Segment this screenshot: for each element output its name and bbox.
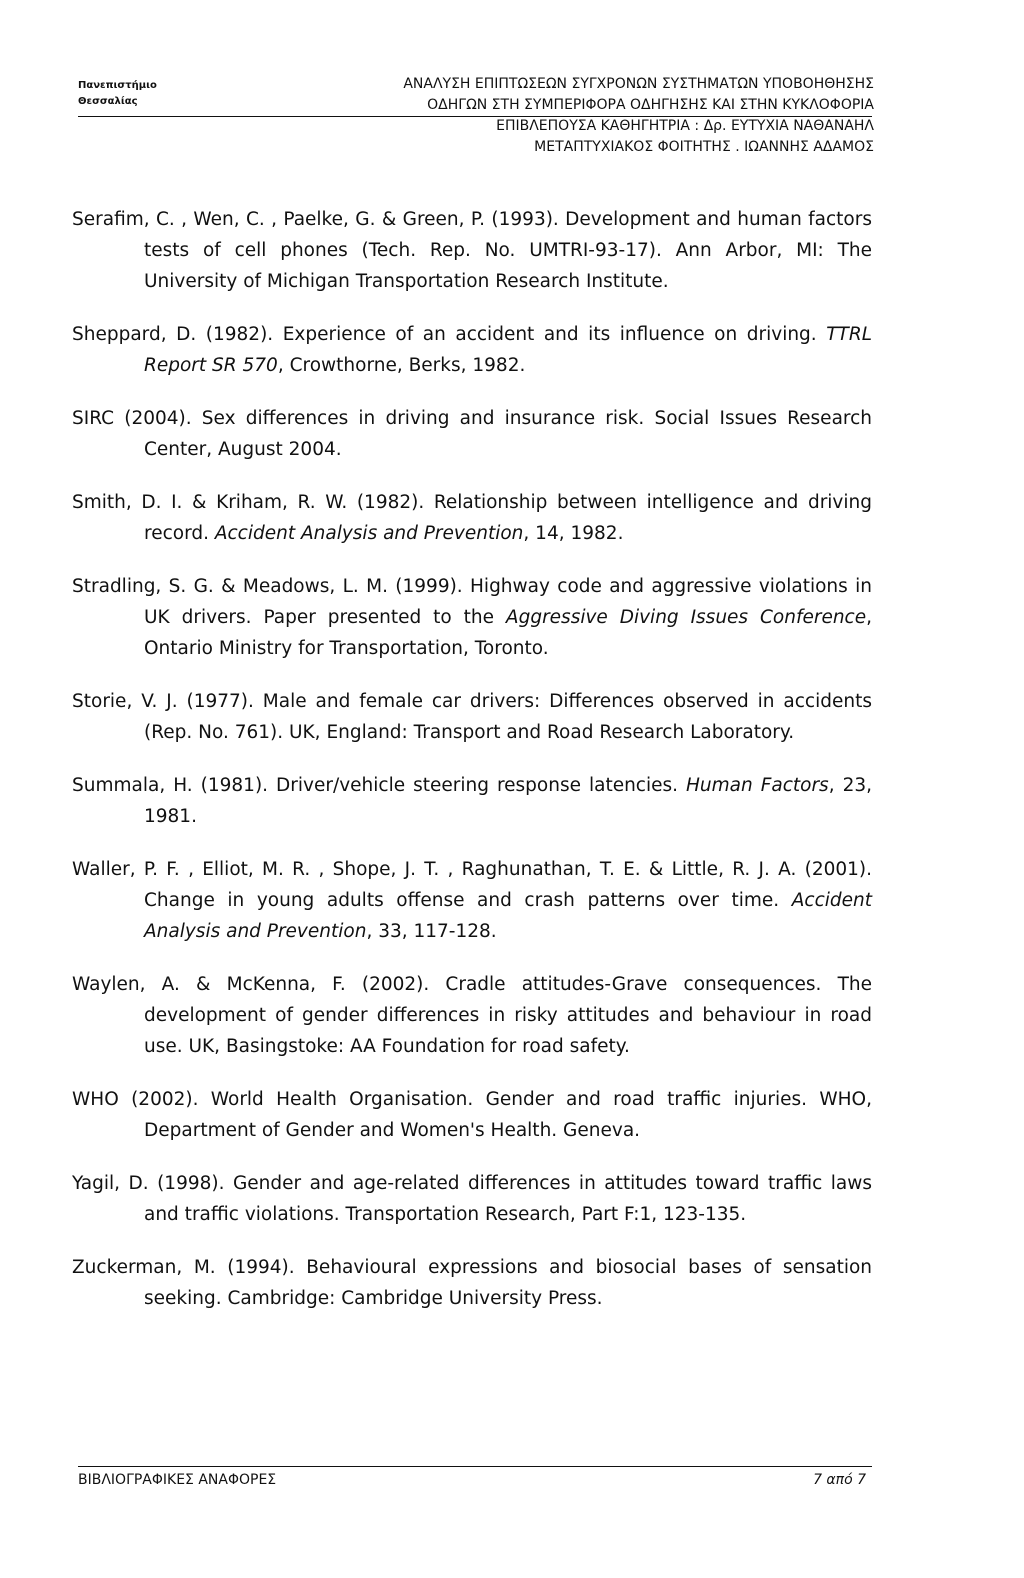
reference-entry: Storie, V. J. (1977). Male and female car drivers: Differences observed in accidents (Rep. No. 761). UK, England: Transport and Road Research Laboratory. [72,691,872,743]
reference-entry: Smith, D. I. & Kriham, R. W. (1982). Relationship between intelligence and driving record. Accident Analysis and Prevention, 14, 1982. [72,492,872,544]
page-number: 7 από 7 [813,1472,866,1488]
header-divider [78,116,872,117]
footer-section-title: ΒΙΒΛΙΟΓΡΑΦΙΚΕΣ ΑΝΑΦΟΡΕΣ [78,1472,277,1488]
reference-entry: Sheppard, D. (1982). Experience of an accident and its influence on driving. TTRL Report SR 570, Crowthorne, Berks, 1982. [72,324,872,376]
thesis-title-line2: ΟΔΗΓΩΝ ΣΤΗ ΣΥΜΠΕΡΙΦΟΡΑ ΟΔΗΓΗΣΗΣ ΚΑΙ ΣΤΗΝ ΚΥΚΛΟΦΟΡΙΑ [427,97,874,113]
university-name [78,78,157,110]
reference-entry: Waller, P. F. , Elliot, M. R. , Shope, J. T. , Raghunathan, T. E. & Little, R. J. A. (2001). Change in young adults offense and crash patterns over time. Accident Analysis and Prevention, 33, 117-128. [72,859,872,942]
reference-entry: Serafim, C. , Wen, C. , Paelke, G. & Green, P. (1993). Development and human factors tests of cell phones (Tech. Rep. No. UMTRI-93-17). Ann Arbor, MI: The University of Michigan Transportation Research Institute. [72,209,872,292]
reference-entry: Zuckerman, M. (1994). Behavioural expressions and biosocial bases of sensation seeking. Cambridge: Cambridge University Press. [72,1257,872,1309]
supervisor-line: ΕΠΙΒΛΕΠΟΥΣΑ ΚΑΘΗΓΗΤΡΙΑ : Δρ. ΕΥΤΥΧΙΑ ΝΑΘΑΝΑΗΛ [496,118,874,134]
reference-entry: Yagil, D. (1998). Gender and age-related differences in attitudes toward traffic laws and traffic violations. Transportation Research, Part F:1, 123-135. [72,1173,872,1225]
reference-list [72,204,872,1336]
footer-divider [78,1466,872,1467]
university-name-line1: Πανεπιστήμιο [78,80,157,91]
reference-entry: Summala, H. (1981). Driver/vehicle steering response latencies. Human Factors, 23, 1981. [72,775,872,827]
reference-entry: WHO (2002). World Health Organisation. Gender and road traffic injuries. WHO, Department of Gender and Women's Health. Geneva. [72,1089,872,1141]
thesis-title-line1: ΑΝΑΛΥΣΗ ΕΠΙΠΤΩΣΕΩΝ ΣΥΓΧΡΟΝΩΝ ΣΥΣΤΗΜΑΤΩΝ ΥΠΟΒΟΗΘΗΣΗΣ [403,76,874,92]
student-line: ΜΕΤΑΠΤΥΧΙΑΚΟΣ ΦΟΙΤΗΤΗΣ . ΙΩΑΝΝΗΣ ΑΔΑΜΟΣ [534,139,874,155]
reference-entry: SIRC (2004). Sex differences in driving and insurance risk. Social Issues Research Center, August 2004. [72,408,872,460]
university-name-line2: Θεσσαλίας [78,96,138,107]
reference-entry: Stradling, S. G. & Meadows, L. M. (1999). Highway code and aggressive violations in UK drivers. Paper presented to the Aggressive Diving Issues Conference, Ontario Ministry for Transportation, Toronto. [72,576,872,659]
reference-entry: Waylen, A. & McKenna, F. (2002). Cradle attitudes-Grave consequences. The development of gender differences in risky attitudes and behaviour in road use. UK, Basingstoke: AA Foundation for road safety. [72,974,872,1057]
